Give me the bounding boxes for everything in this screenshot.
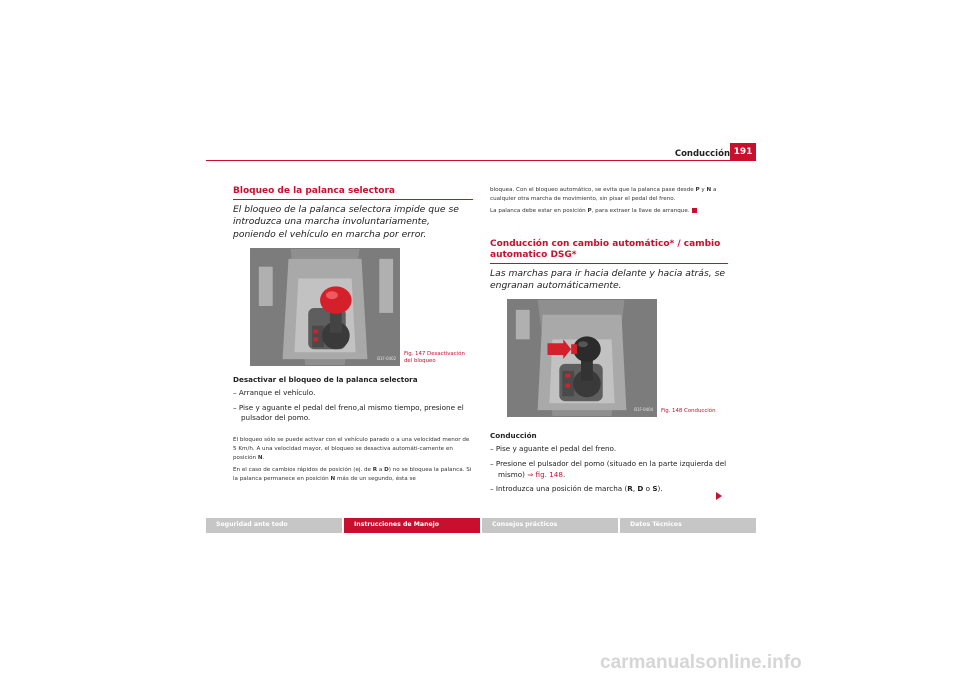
gear-lever-drive-image <box>507 299 657 417</box>
figure-148-code: B1F-0404 <box>634 407 654 413</box>
step-pise-freno: – Pise y aguante el pedal del freno,al mismo tiempo, presione el pulsador del pomo. <box>233 402 464 423</box>
note-bloqueo-velocidad: El bloqueo sólo se puede activar con el vehículo parado o a una velocidad menor de 5 Km/h. A una velocidad mayor, el bloqueo se desactiva automáti-camente en posición N. <box>233 437 470 461</box>
figure-148-caption: Fig. 148 Conducción <box>661 407 716 414</box>
figure-147-code: B1F-0402 <box>377 355 397 361</box>
subheading-desactivar: Desactivar el bloqueo de la palanca selectora <box>233 374 418 384</box>
figure-147-caption: Fig. 147 Desactivación del bloqueo <box>404 350 465 365</box>
footer-tab-seguridad[interactable]: Seguridad ante todo <box>206 518 342 533</box>
note-continuation: bloquea. Con el bloqueo automático, se evita que la palanca pase desde P y N a cualquier otra marcha de movimiento, sin pisar el pedal del freno. <box>490 187 717 202</box>
step-presione-pulsador: – Presione el pulsador del pomo (situado en la parte izquierda del mismo) ⇒ fig. 148. <box>490 458 727 479</box>
figure-147 <box>233 248 473 368</box>
next-page-arrow-icon[interactable] <box>716 492 722 500</box>
footer-tab-datos[interactable]: Datos Técnicos <box>620 518 756 533</box>
page-number: 191 <box>730 143 756 161</box>
fig-148-link[interactable]: ⇒ fig. 148 <box>527 469 563 479</box>
subheading-conduccion: Conducción <box>490 430 537 440</box>
step-pise-freno-2: – Pise y aguante el pedal del freno. <box>490 443 617 453</box>
section-intro-bloqueo: El bloqueo de la palanca selectora impide que se introduzca una marcha involuntariamente, poniendo el vehículo en marcha por error. <box>233 203 459 241</box>
footer-tab-instrucciones[interactable]: Instrucciones de Manejo <box>344 518 480 533</box>
step-arranque: – Arranque el vehículo. <box>233 387 316 397</box>
section-end-mark <box>692 208 697 213</box>
left-column <box>233 186 473 484</box>
figure-148 <box>490 299 728 419</box>
step-introduzca-marcha: – Introduzca una posición de marcha (R, D o S). <box>490 484 663 494</box>
gear-lever-unlock-image <box>250 248 400 366</box>
watermark: carmanualsonline.info <box>600 652 802 673</box>
page-header-title: Conducción <box>674 149 730 159</box>
header-divider <box>206 160 756 161</box>
note-palanca-posicion: La palanca debe estar en posición P, para extraer la llave de arranque. <box>490 207 728 216</box>
footer-tab-consejos[interactable]: Consejos prácticos <box>482 518 618 533</box>
right-column <box>490 186 728 495</box>
note-cambios-rapidos: En el caso de cambios rápidos de posición (ej. de R a D) no se bloquea la palanca. Si la palanca permanece en posición N más de un segundo, ésta se <box>233 467 472 482</box>
section-intro-conduccion: Las marchas para ir hacia delante y hacia atrás, se engranan automáticamente. <box>490 267 726 292</box>
section-heading-bloqueo: Bloqueo de la palanca selectora <box>233 186 473 200</box>
section-heading-conduccion-automatico: Conducción con cambio automático* / cambio automatico DSG* <box>490 239 728 264</box>
